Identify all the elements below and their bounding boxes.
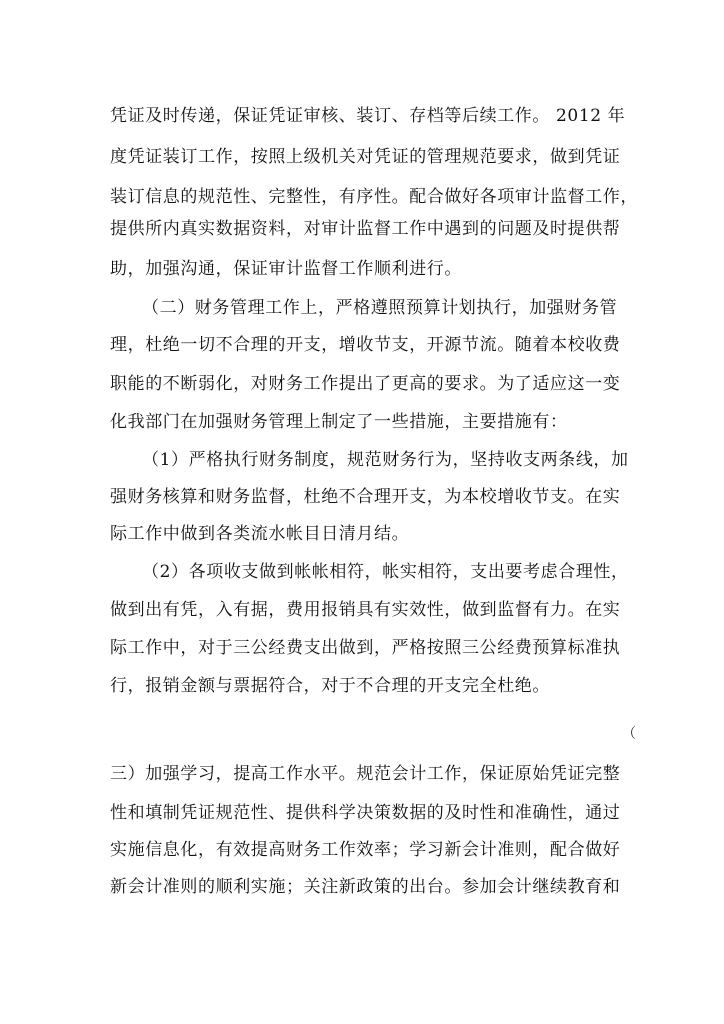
text-line: 装订信息的规范性、完整性，有序性。配合做好各项审计监督工作， [110, 187, 638, 207]
text-line: 理，杜绝一切不合理的开支，增收节支，开源节流。随着本校收费 [110, 335, 621, 355]
text-line: 强财务核算和财务监督，杜绝不合理开支，为本校增收节支。在实 [110, 487, 621, 507]
text-line: 化我部门在加强财务管理上制定了一些措施，主要措施有： [110, 412, 568, 432]
text-line: 凭证及时传递，保证凭证审核、装订、存档等后续工作。 2012 年 [110, 106, 626, 126]
text-line: 性和填制凭证规范性、提供科学决策数据的及时性和准确性，通过 [110, 803, 621, 823]
text-line: 际工作中做到各类流水帐目日清月结。 [110, 524, 410, 544]
text-line: （2）各项收支做到帐帐相符，帐实相符，支出要考虑合理性， [142, 562, 629, 582]
text-line: 职能的不断弱化，对财务工作提出了更高的要求。为了适应这一变 [110, 374, 621, 394]
text-line: 三）加强学习，提高工作水平。规范会计工作，保证原始凭证完整 [110, 764, 621, 784]
text-line: 助，加强沟通，保证审计监督工作顺利进行。 [110, 259, 462, 279]
text-line: 度凭证装订工作，按照上级机关对凭证的管理规范要求，做到凭证 [110, 147, 621, 167]
text-line: （二）财务管理工作上，严格遵照预算计划执行，加强财务管 [142, 298, 618, 318]
text-line: 际工作中，对于三公经费支出做到，严格按照三公经费预算标准执 [110, 638, 621, 658]
text-line: 新会计准则的顺利实施；关注新政策的出台。参加会计继续教育和 [110, 877, 621, 897]
text-line: 实施信息化，有效提高财务工作效率；学习新会计准则，配合做好 [110, 840, 621, 860]
text-line: 做到出有凭，入有据，费用报销具有实效性，做到监督有力。在实 [110, 600, 621, 620]
text-line: 提供所内真实数据资料，对审计监督工作中遇到的问题及时提供帮 [110, 219, 621, 239]
paren-mark: （ [622, 726, 636, 742]
text-line: 行，报销金额与票据符合，对于不合理的开支完全杜绝。 [110, 676, 550, 696]
text-line: （1）严格执行财务制度，规范财务行为，坚持收支两条线，加 [142, 450, 629, 470]
